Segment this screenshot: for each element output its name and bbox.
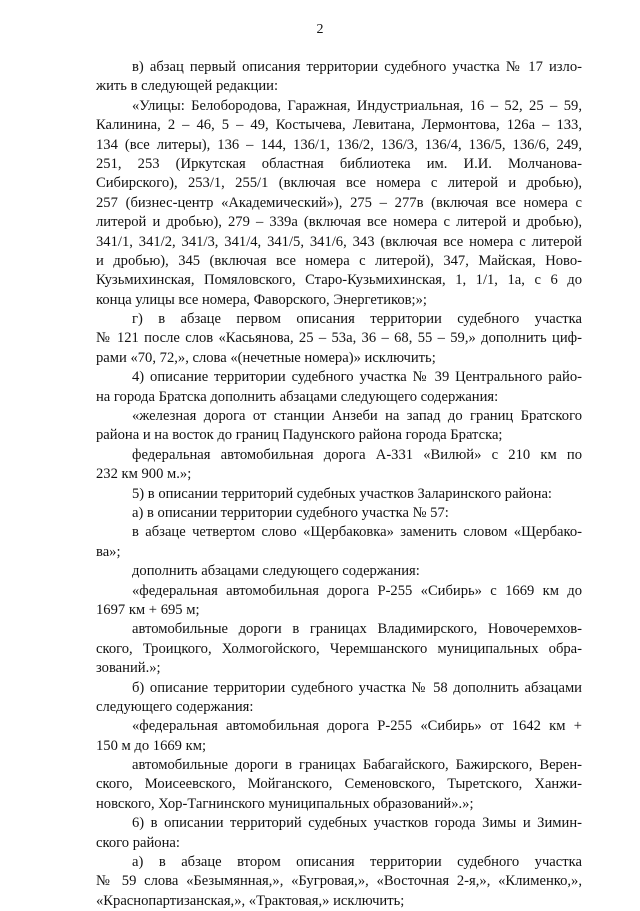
text-line: ского, Моисеевского, Мойганского, Семеновского, Тыретского, Ханжи- (96, 776, 582, 793)
text-line: района и на восток до границ Падунского района города Братска; (96, 427, 503, 444)
text-line: «Краснопартизанская,», «Трактовая,» исключить; (96, 892, 405, 909)
text-line: и дробью), 345 (включая все номера с литерой), 347, Майская, Ново- (96, 252, 582, 269)
text-line: ского района: (96, 834, 180, 851)
paragraph (96, 485, 582, 504)
text-line: б) описание территории судебного участка № 58 дополнить абзацами (132, 679, 582, 696)
text-line: 1697 км + 695 м; (96, 601, 200, 618)
text-line: ского, Троицкого, Холмогойского, Черемшанского муниципальных обра- (96, 640, 582, 657)
text-line: в) абзац первый описания территории судебного участка № 17 изло- (132, 59, 582, 75)
text-line: «федеральная автомобильная дорога Р-255 «Сибирь» с 1669 км до (132, 582, 582, 599)
text-line: на города Братска дополнить абзацами следующего содержания: (96, 388, 499, 405)
paragraph (96, 407, 582, 446)
text-line: «федеральная автомобильная дорога Р-255 «Сибирь» от 1642 км + (132, 718, 582, 735)
text-line: конца улицы все номера, Фаворского, Энергетиков;»; (96, 291, 427, 308)
paragraph (96, 562, 582, 581)
paragraph (96, 58, 582, 97)
text-line: 232 км 900 м.»; (96, 466, 192, 483)
text-line: литерой и дробью), 279 – 339а (включая все номера с литерой и дробью), (96, 214, 582, 231)
text-line: в абзаце четвертом слово «Щербаковка» заменить словом «Щербако- (132, 524, 582, 541)
text-line: 257 (бизнес-центр «Академический»), 275 – 277в (включая все номера с (96, 194, 582, 211)
text-line: 134 (все литеры), 136 – 144, 136/1, 136/2, 136/3, 136/4, 136/5, 136/6, 249, (96, 136, 582, 153)
text-line: 251, 253 (Иркутская областная библиотека им. И.И. Молчанова- (96, 155, 582, 172)
text-line: 4) описание территории судебного участка № 39 Центрального райо- (132, 369, 582, 386)
text-line: ва»; (96, 543, 121, 560)
text-line: федеральная автомобильная дорога А-331 «Вилюй» с 210 км по (132, 446, 582, 463)
text-line: новского, Хор-Тагнинского муниципальных образований».»; (96, 795, 474, 812)
text-line: Калинина, 2 – 46, 5 – 49, Костычева, Левитана, Лермонтова, 126а – 133, (96, 117, 582, 134)
text-line: «Улицы: Белобородова, Гаражная, Индустриальная, 16 – 52, 25 – 59, (132, 97, 582, 114)
text-line: г) в абзаце первом описания территории судебного участка (132, 311, 582, 328)
text-line: Кузьмихинская, Помяловского, Старо-Кузьмихинская, 1, 1/1, 1а, с 6 до (96, 272, 582, 289)
page-number: 2 (316, 22, 324, 37)
text-line: зований.»; (96, 660, 161, 677)
paragraph (96, 582, 582, 621)
paragraph (96, 717, 582, 756)
text-line: автомобильные дороги в границах Владимирского, Новочеремхов- (132, 621, 582, 638)
paragraph (96, 504, 582, 523)
text-line: рами «70, 72,», слова «(нечетные номера)» исключить; (96, 349, 436, 366)
paragraph (96, 756, 582, 814)
text-line: жить в следующей редакции: (96, 78, 279, 95)
text-line: а) в описании территории судебного участка № 57: (132, 504, 449, 521)
text-line: автомобильные дороги в границах Бабагайского, Бажирского, Верен- (132, 757, 582, 774)
paragraph (96, 853, 582, 911)
paragraph (96, 620, 582, 678)
text-line: Сибирского), 253/1, 255/1 (включая все номера с литерой и дробью), (96, 175, 582, 192)
paragraph (96, 368, 582, 407)
text-line: 341/1, 341/2, 341/3, 341/4, 341/5, 341/6, 343 (включая все номера с литерой (96, 233, 582, 250)
document-body (96, 58, 582, 911)
text-line: № 59 слова «Безымянная,», «Бугровая,», «Восточная 2-я,», «Клименко,», (96, 873, 582, 890)
paragraph (96, 97, 582, 310)
text-line: 6) в описании территорий судебных участков города Зимы и Зимин- (132, 815, 582, 832)
paragraph (96, 446, 582, 485)
text-line: 150 м до 1669 км; (96, 737, 207, 754)
text-line: 5) в описании территорий судебных участков Заларинского района: (132, 485, 552, 502)
paragraph (96, 310, 582, 368)
paragraph (96, 679, 582, 718)
text-line: дополнить абзацами следующего содержания: (132, 563, 420, 580)
paragraph (96, 814, 582, 853)
text-line: следующего содержания: (96, 698, 254, 715)
text-line: № 121 после слов «Касьянова, 25 – 53а, 36 – 68, 55 – 59,» дополнить циф- (96, 330, 582, 347)
text-line: а) в абзаце втором описания территории судебного участка (132, 854, 582, 871)
text-line: «железная дорога от станции Анзеби на запад до границ Братского (132, 408, 582, 425)
paragraph (96, 523, 582, 562)
